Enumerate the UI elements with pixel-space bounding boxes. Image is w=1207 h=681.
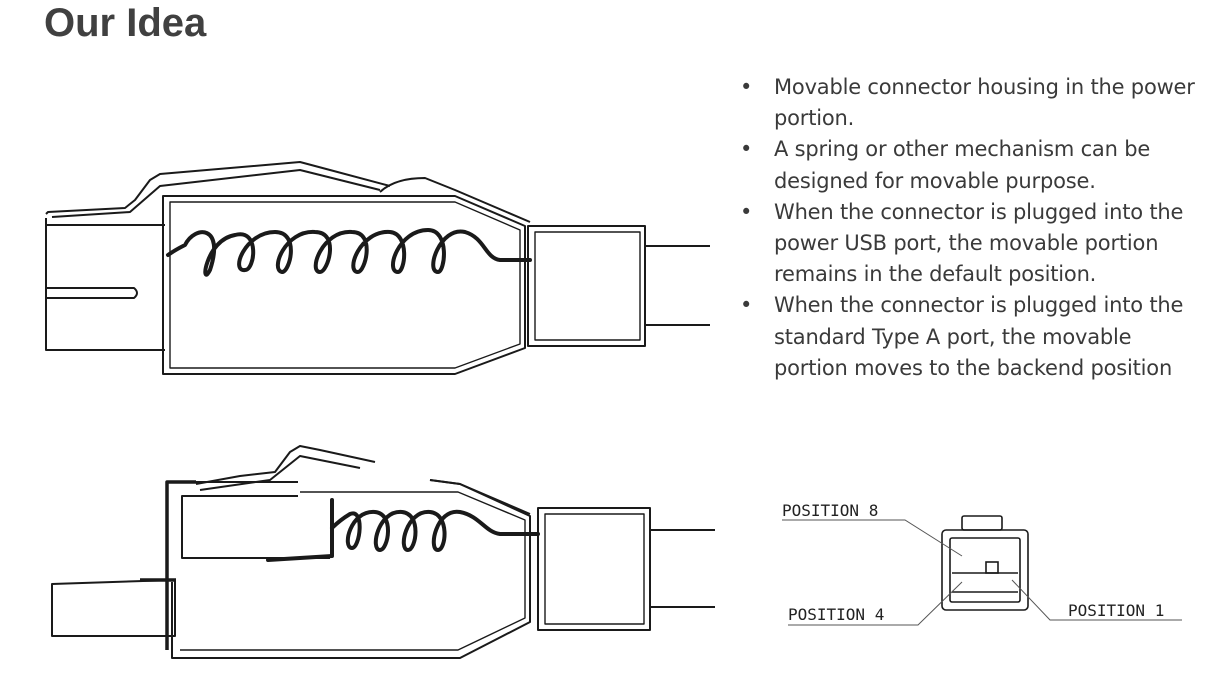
leader-line	[782, 520, 962, 556]
main-housing	[172, 480, 530, 658]
connector-backend-position	[52, 446, 715, 658]
label-position-8: POSITION 8	[782, 501, 879, 520]
label-position-4: POSITION 4	[788, 605, 885, 624]
label-position-1: POSITION 1	[1068, 601, 1165, 620]
cable-collar	[528, 226, 645, 346]
latch-inner-outline	[200, 456, 360, 490]
bullet-text: Movable connector housing in the power portion.	[774, 75, 1195, 131]
bullet-text: When the connector is plugged into the standard Type A port, the movable portion moves to the backend position	[774, 293, 1184, 380]
bullet-text: When the connector is plugged into the power USB port, the movable portion remains in the default position.	[774, 199, 1184, 287]
bullet-marker: •	[740, 199, 753, 224]
port-top-tab	[962, 516, 1002, 530]
bullet-marker: •	[740, 75, 753, 99]
main-housing-inner	[170, 202, 520, 368]
cable-collar-inner	[535, 232, 640, 340]
slide-title: Our Idea	[44, 1, 207, 45]
bullet-marker: •	[740, 137, 753, 162]
housing-bump	[380, 178, 530, 222]
cable-collar-inner	[545, 514, 644, 624]
cable-collar	[538, 508, 650, 630]
latch-outline	[46, 162, 390, 214]
usb-plug	[46, 218, 165, 350]
bullet-marker: •	[740, 293, 753, 318]
usb-plug	[52, 580, 175, 636]
spring-sketch	[168, 230, 530, 275]
port-outer	[942, 530, 1028, 610]
main-housing	[163, 196, 525, 374]
housing-rear-frame	[140, 482, 196, 650]
bullet-text: A spring or other mechanism can be designed for movable purpose.	[774, 137, 1151, 193]
connector-default-position	[46, 162, 710, 374]
port-key	[986, 562, 998, 573]
